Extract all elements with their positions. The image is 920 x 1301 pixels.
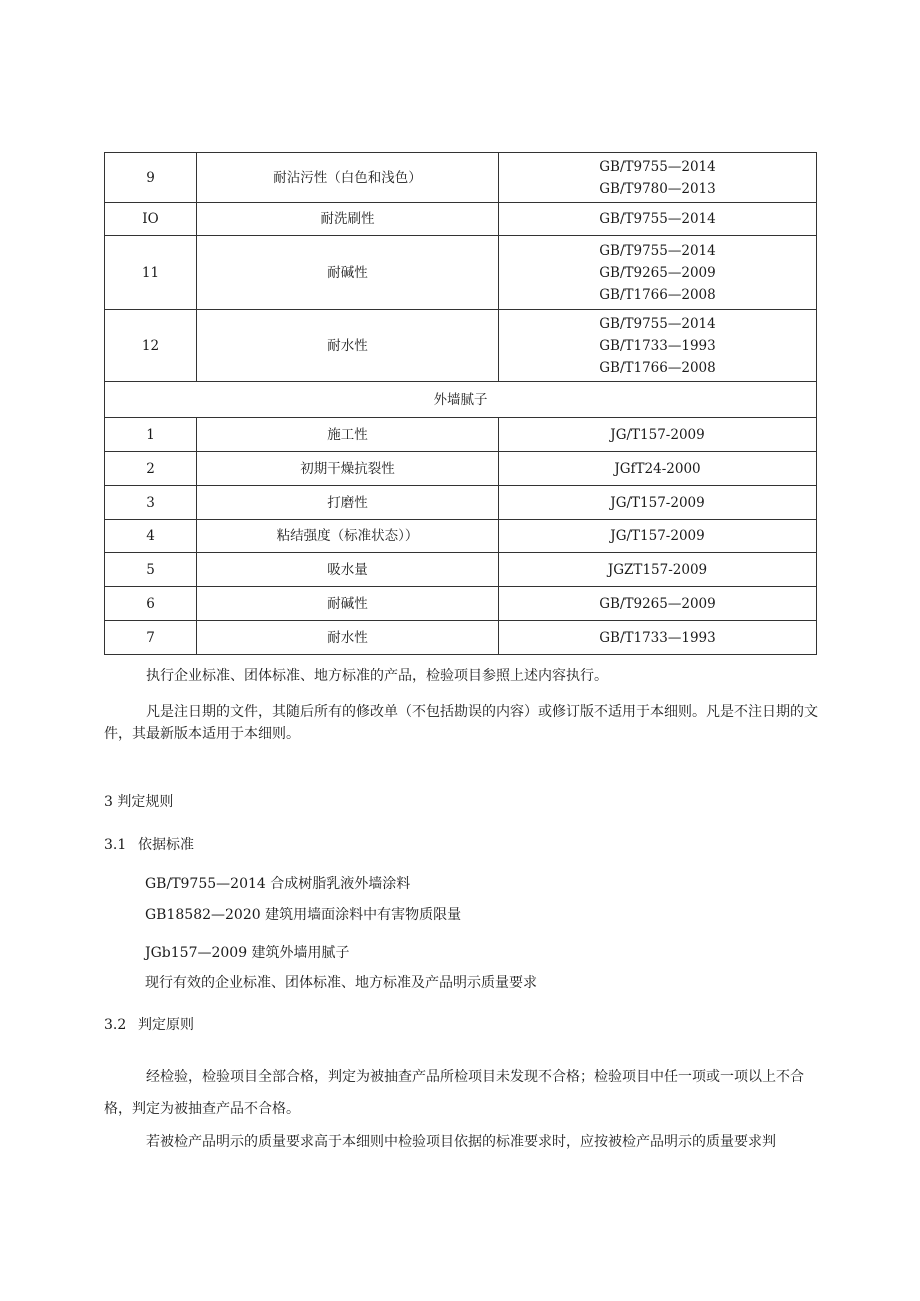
reference-standard: GB18582—2020 建筑用墙面涂料中有害物质限量 <box>145 907 462 923</box>
row-number: 7 <box>105 621 197 655</box>
standard-cell <box>499 310 817 382</box>
item-name: 施工性 <box>197 418 499 452</box>
table-row <box>105 520 817 553</box>
paragraph-dated-references: 凡是注日期的文件，其随后所有的修改单（不包括勘误的内容）或修订版不适用于本细则。凡是不注日期的文件，其最新版本适用于本细则。 <box>104 704 818 742</box>
paragraph-declared-quality: 若被检产品明示的质量要求高于本细则中检验项目依据的标准要求时，应按被检产品明示的质量要求判 <box>146 1134 776 1150</box>
row-number: 1 <box>105 418 197 452</box>
row-number: IO <box>105 203 197 236</box>
table-row <box>105 153 817 203</box>
paragraph-judgment-principle: 经检验，检验项目全部合格，判定为被抽查产品所检项目未发现不合格；检验项目中任一项或一项以上不合格，判定为被抽查产品不合格。 <box>104 1069 804 1117</box>
standard-code: GB/T9755—2014 <box>599 158 716 175</box>
section-heading-3: 3 判定规则 <box>104 794 174 810</box>
row-number: 9 <box>105 153 197 203</box>
table-row <box>105 310 817 382</box>
standard-code: JG/T157-2009 <box>499 520 817 553</box>
section-heading-3-2-number: 3.2 <box>104 1017 127 1033</box>
item-name: 粘结强度（标准状态）） <box>197 520 499 553</box>
standard-code: GB/T1766—2008 <box>599 286 716 303</box>
item-name: 耐水性 <box>197 621 499 655</box>
inspection-items-table <box>104 152 817 655</box>
section-header-row <box>105 382 817 418</box>
paragraph-scope-note: 执行企业标准、团体标准、地方标准的产品，检验项目参照上述内容执行。 <box>146 668 608 684</box>
reference-standard: JGb157—2009 建筑外墙用腻子 <box>145 945 350 961</box>
item-name: 初期干燥抗裂性 <box>197 452 499 486</box>
standard-code: GB/T9755—2014 <box>599 315 716 332</box>
table-row <box>105 203 817 236</box>
standard-cell <box>499 153 817 203</box>
standard-cell <box>499 236 817 310</box>
item-name: 吸水量 <box>197 553 499 587</box>
section-heading-3-1-number: 3.1 <box>104 837 127 853</box>
row-number: 11 <box>105 236 197 310</box>
standard-code: GB/T1766—2008 <box>599 359 716 376</box>
row-number: 2 <box>105 452 197 486</box>
item-name: 耐碱性 <box>197 236 499 310</box>
section-heading-3-2-title: 判定原则 <box>138 1017 194 1033</box>
table-row <box>105 587 817 621</box>
table-row <box>105 418 817 452</box>
row-number: 5 <box>105 553 197 587</box>
table-row <box>105 553 817 587</box>
section-title: 外墙腻子 <box>105 382 817 418</box>
standard-code: GB/T9755—2014 <box>599 211 716 227</box>
row-number: 6 <box>105 587 197 621</box>
table-row <box>105 236 817 310</box>
row-number: 12 <box>105 310 197 382</box>
table-row <box>105 486 817 520</box>
standard-code: GB/T9755—2014 <box>599 242 716 259</box>
item-name: 打磨性 <box>197 486 499 520</box>
item-name: 耐水性 <box>197 310 499 382</box>
standard-code: GB/T9780—2013 <box>599 180 716 197</box>
item-name: 耐沾污性（白色和浅色） <box>197 153 499 203</box>
item-name: 耐洗刷性 <box>197 203 499 236</box>
standard-code: JGfT24-2000 <box>499 452 817 486</box>
standard-code: JGZT157-2009 <box>499 553 817 587</box>
item-name: 耐碱性 <box>197 587 499 621</box>
table-row <box>105 621 817 655</box>
reference-standard: 现行有效的企业标准、团体标准、地方标准及产品明示质量要求 <box>145 975 537 991</box>
standard-code: JG/T157-2009 <box>499 418 817 452</box>
table-row <box>105 452 817 486</box>
row-number: 4 <box>105 520 197 553</box>
row-number: 3 <box>105 486 197 520</box>
standard-code: GB/T9265—2009 <box>499 587 817 621</box>
standard-code: GB/T1733—1993 <box>599 337 716 354</box>
section-heading-3-1-title: 依据标准 <box>138 837 194 853</box>
standard-cell <box>499 203 817 236</box>
standard-code: GB/T9265—2009 <box>599 264 716 281</box>
reference-standard: GB/T9755—2014 合成树脂乳液外墙涂料 <box>145 876 411 892</box>
standard-code: GB/T1733—1993 <box>499 621 817 655</box>
standard-code: JG/T157-2009 <box>499 486 817 520</box>
